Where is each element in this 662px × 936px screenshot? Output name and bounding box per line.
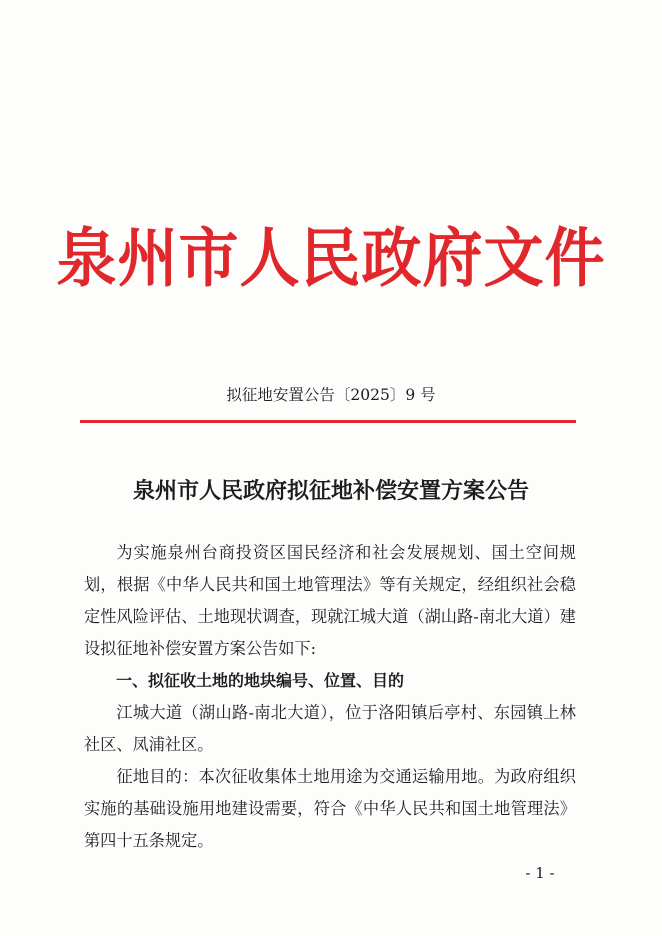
announcement-body xyxy=(84,537,576,857)
announcement-title: 泉州市人民政府拟征地补偿安置方案公告 xyxy=(132,478,529,504)
section1-heading: 一、拟征收土地的地块编号、位置、目的 xyxy=(116,671,405,690)
document-number: 拟征地安置公告〔2025〕9 号 xyxy=(226,386,436,404)
intro-paragraph: 为实施泉州台商投资区国民经济和社会发展规划、国土空间规划，根据《中华人民共和国土地管理法》等有关规定，经组织社会稳定性风险评估、土地现状调查，现就江城大道（湖山路-南北大道）建设拟征地补偿安置方案公告如下: xyxy=(84,543,576,658)
section1-purpose-paragraph: 征地目的：本次征收集体土地用途为交通运输用地。为政府组织实施的基础设施用地建设需要，符合《中华人民共和国土地管理法》第四十五条规定。 xyxy=(84,767,576,850)
red-divider-line xyxy=(80,420,576,423)
section1-location-paragraph: 江城大道（湖山路-南北大道），位于洛阳镇后亭村、东园镇上林社区、凤浦社区。 xyxy=(84,703,576,754)
page-number: - 1 - xyxy=(525,864,555,882)
masthead-title: 泉州市人民政府文件 xyxy=(56,221,606,297)
